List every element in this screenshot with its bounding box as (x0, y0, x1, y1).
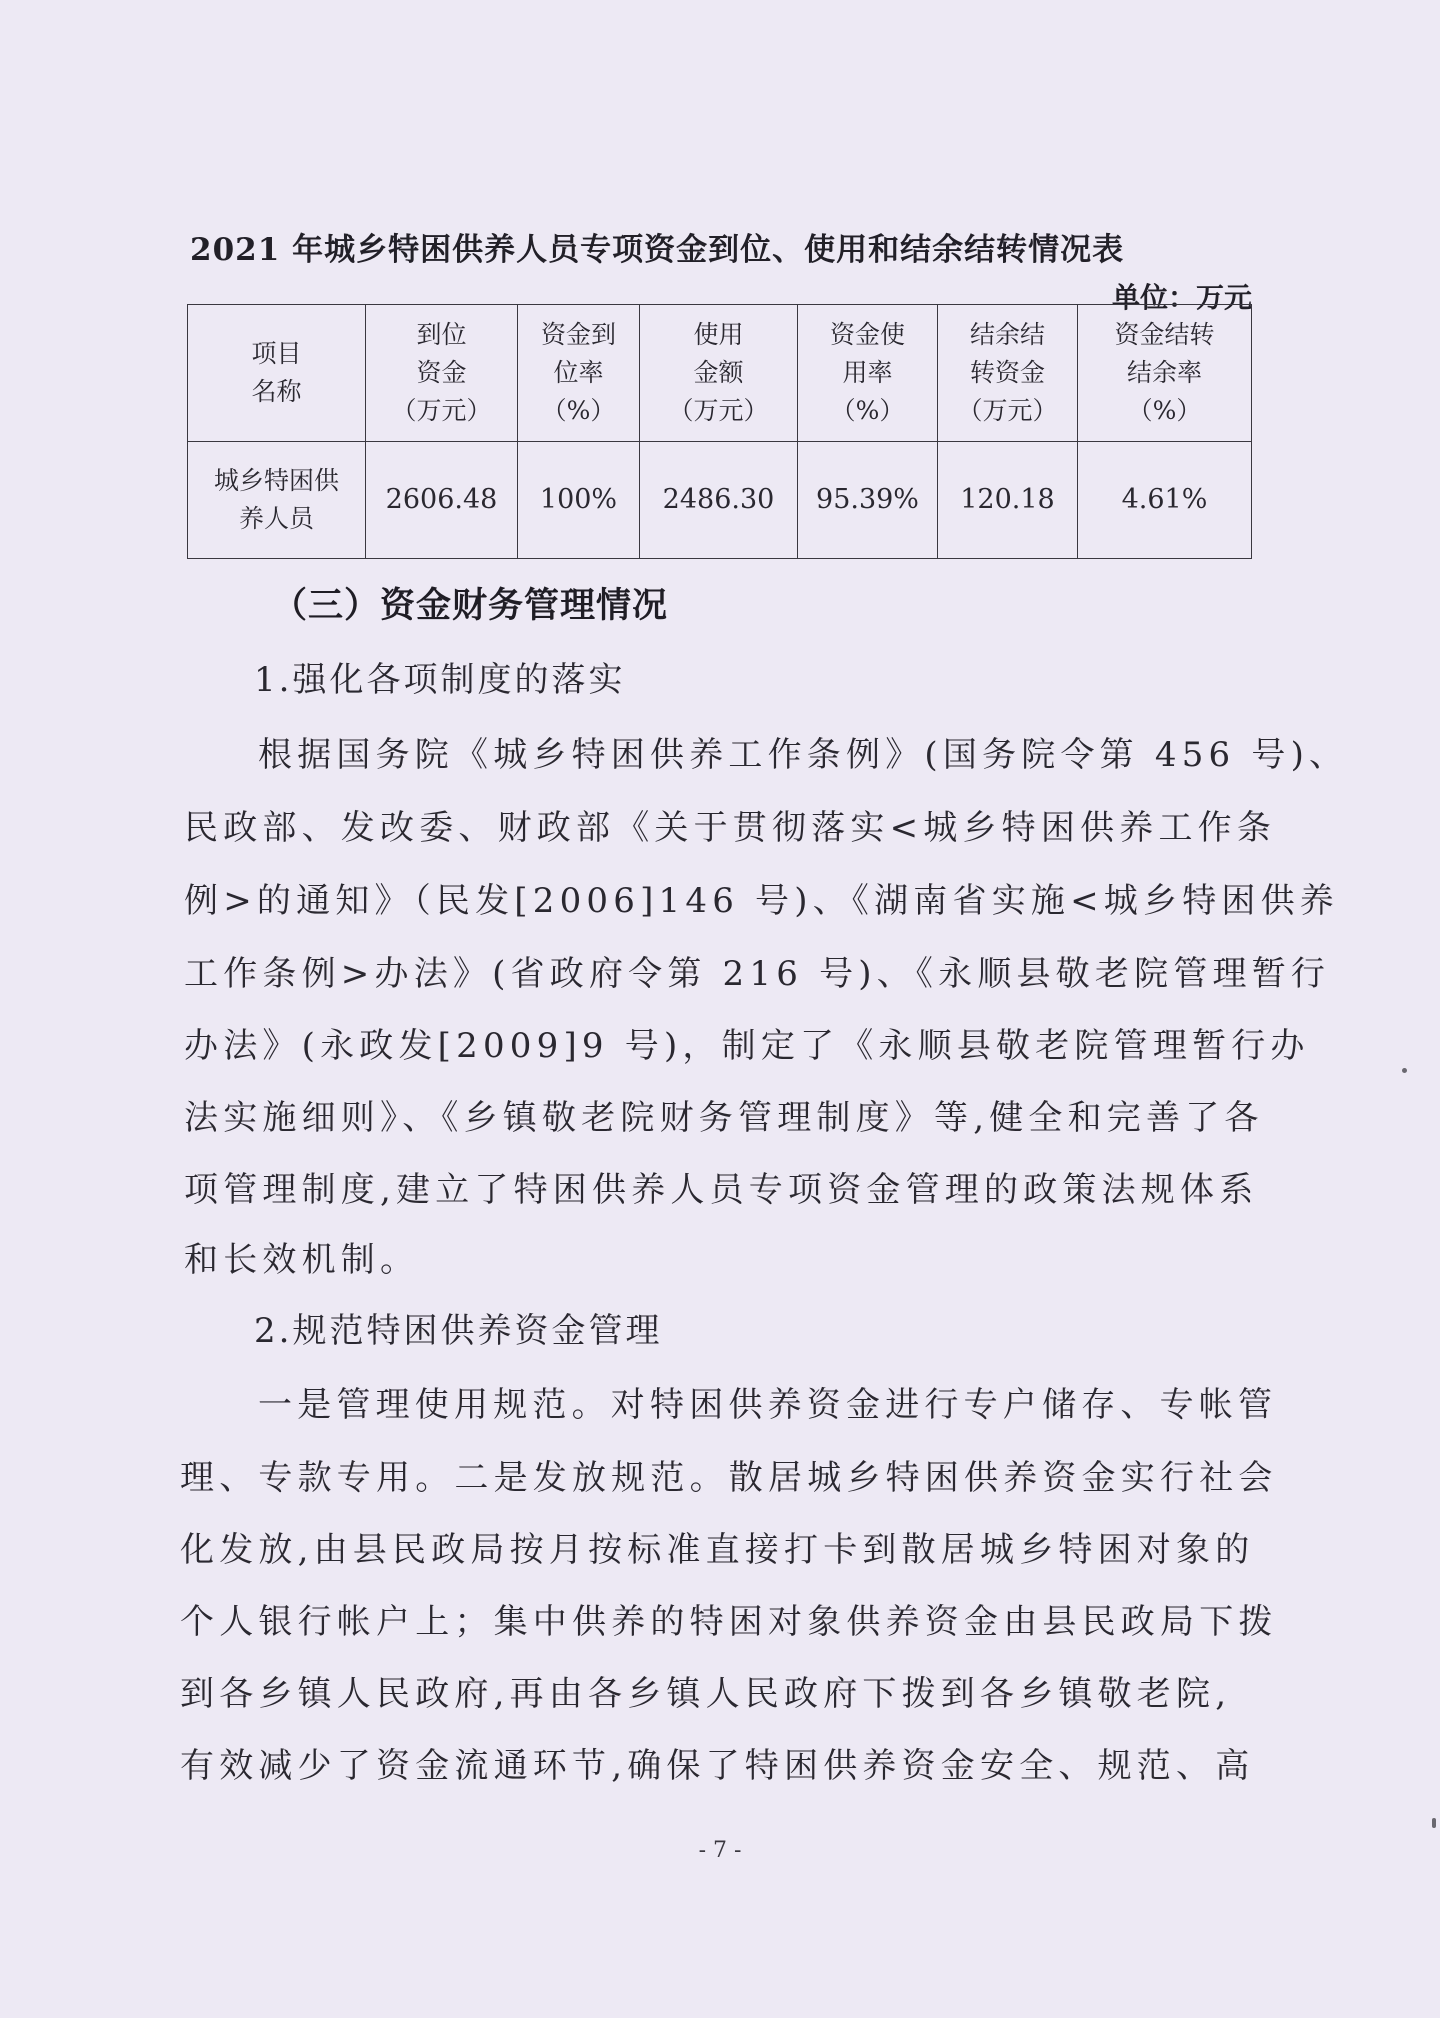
header-cell: 项目 名称 (188, 305, 366, 442)
header-cell: 资金使 用率 （%） (798, 305, 938, 442)
paragraph-2-line: 个人银行帐户上；集中供养的特困对象供养资金由县民政局下拨 (180, 1602, 1278, 1642)
scan-speck (1432, 1818, 1436, 1828)
table-row (188, 442, 1252, 559)
paragraph-1-line: 办法》(永政发[2009]9 号)，制定了《永顺县敬老院管理暂行办 (184, 1026, 1310, 1066)
subheading-2: 2.规范特困供养资金管理 (254, 1311, 663, 1351)
paragraph-2-line: 有效减少了资金流通环节,确保了特困供养资金安全、规范、高 (180, 1746, 1255, 1786)
table-cell: 120.18 (938, 442, 1078, 559)
header-cell: 到位 资金 （万元） (366, 305, 518, 442)
paragraph-2-line: 一是管理使用规范。对特困供养资金进行专户储存、专帐管 (258, 1385, 1278, 1425)
unit-label: 单位：万元 (1111, 281, 1252, 314)
paragraph-1-line: 法实施细则》、《乡镇敬老院财务管理制度》等,健全和完善了各 (184, 1098, 1264, 1138)
paragraph-1-line: 例>的通知》（民发[2006]146 号)、《湖南省实施<城乡特困供养 (184, 881, 1339, 921)
page-number: - 7 - (698, 1838, 742, 1863)
table-header-row (188, 305, 1252, 442)
paragraph-1-line: 项管理制度,建立了特困供养人员专项资金管理的政策法规体系 (184, 1170, 1259, 1210)
section-heading: （三）资金财务管理情况 (272, 585, 669, 626)
header-cell: 资金结转 结余率 （%） (1078, 305, 1252, 442)
subheading-1: 1.强化各项制度的落实 (254, 660, 626, 700)
header-cell: 结余结 转资金 （万元） (938, 305, 1078, 442)
table-cell: 2486.30 (640, 442, 798, 559)
row-label-cell: 城乡特困供 养人员 (188, 442, 366, 559)
paragraph-1-line: 工作条例>办法》(省政府令第 216 号)、《永顺县敬老院管理暂行 (184, 954, 1331, 994)
fund-table (187, 304, 1252, 559)
paragraph-1-line: 根据国务院《城乡特困供养工作条例》(国务院令第 456 号)、 (258, 735, 1349, 775)
paragraph-2-line: 化发放,由县民政局按月按标准直接打卡到散居城乡特困对象的 (180, 1530, 1255, 1570)
header-cell: 使用 金额 （万元） (640, 305, 798, 442)
table-title: 2021 年城乡特困供养人员专项资金到位、使用和结余结转情况表 (190, 232, 1125, 268)
paragraph-2-line: 理、专款专用。二是发放规范。散居城乡特困供养资金实行社会 (180, 1458, 1278, 1498)
paragraph-2-line: 到各乡镇人民政府,再由各乡镇人民政府下拨到各乡镇敬老院, (180, 1674, 1232, 1714)
header-cell: 资金到 位率 （%） (518, 305, 640, 442)
table-cell: 4.61% (1078, 442, 1252, 559)
table-cell: 2606.48 (366, 442, 518, 559)
scan-speck (1402, 1068, 1407, 1073)
table-cell: 95.39% (798, 442, 938, 559)
paragraph-1-line: 民政部、发改委、财政部《关于贯彻落实<城乡特困供养工作条 (184, 808, 1277, 848)
paragraph-1-line: 和长效机制。 (184, 1240, 420, 1280)
table-cell: 100% (518, 442, 640, 559)
